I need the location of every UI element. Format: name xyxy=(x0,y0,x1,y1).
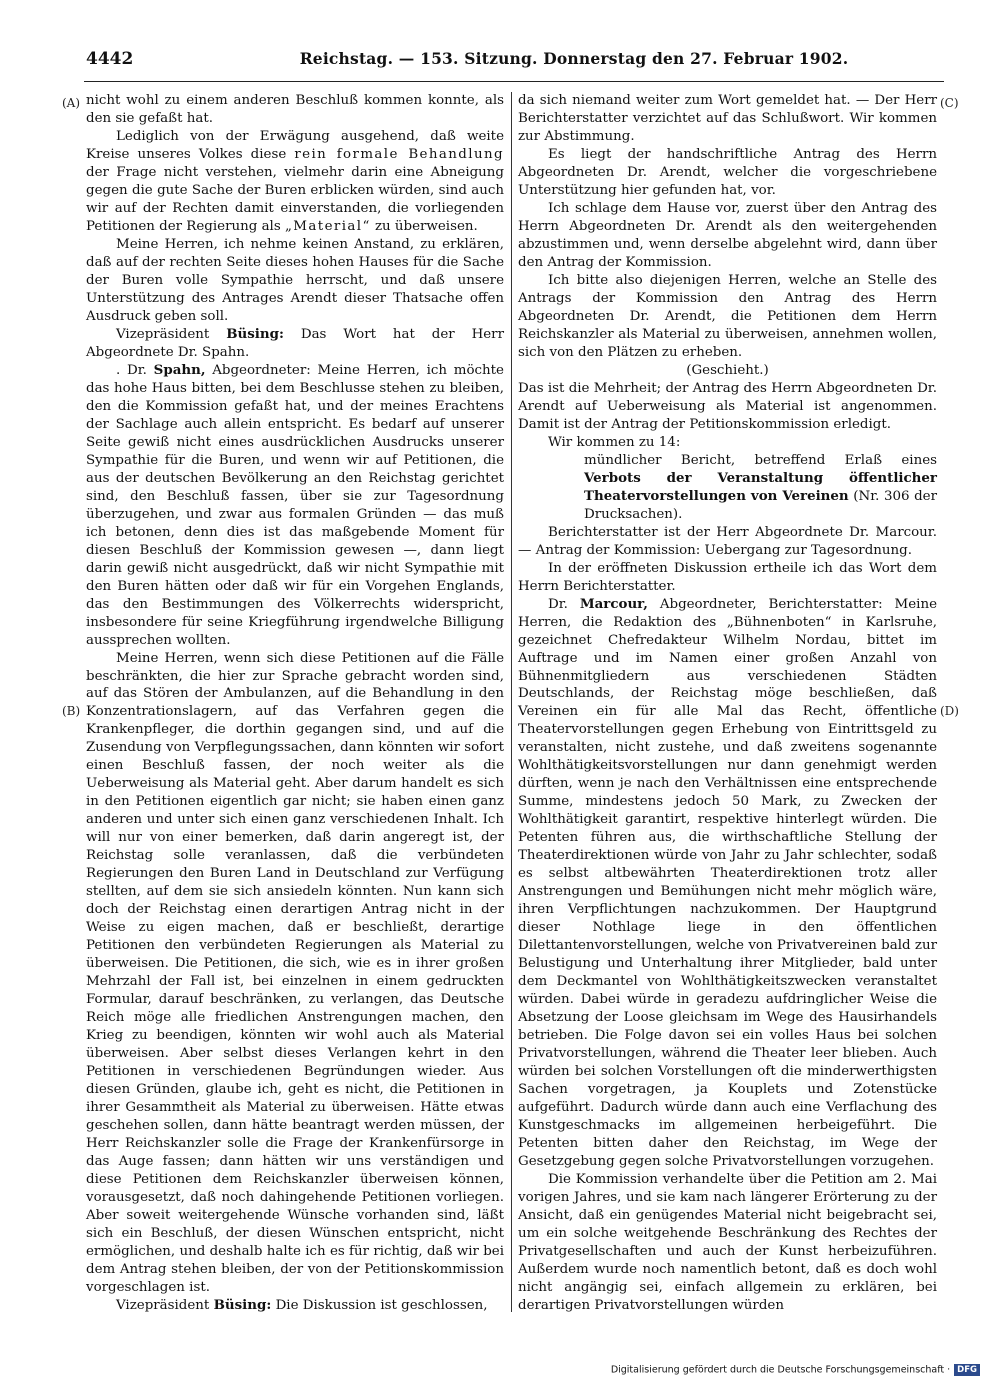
text-run: Lediglich von der Erwägung ausgehend, daß weite Kreise unseres Volkes diese xyxy=(86,128,504,162)
page-header xyxy=(86,44,942,74)
page-number: 4442 xyxy=(86,49,134,69)
text-run: Das Wort hat der Herr Abgeordnete Dr. Spahn. xyxy=(86,326,504,360)
speaker-name: Büsing: xyxy=(213,1296,272,1313)
text-run: Meine Herren, wenn sich diese Petitionen auf die Fälle beschränkten, die hier zur Sprache gebracht worden sind, auf das Stören der Ambulanzen, auf die Behandlung in den Konzentrationslagern, auf das Verfahren gegen die Krankenpfleger, die dorthin gegangen sind, und auf die Zusendung von Verpflegungssachen, dann könnten wir sofort einen Beschluß fassen, der noch weiter als die Ueberweisung als Material geht. Aber darum handelt es sich in den Petitionen eigentlich gar nicht; sie haben einen ganz anderen und unter sich einen ganz verschiedenen Inhalt. Ich will nur von einer bemerken, daß darin angeregt ist, der Reichstag solle veranlassen, daß die verbündeten Regierungen den Buren Land in Deutschland zur Verfügung stellten, auf dem sie sich ansiedeln könnten. Nun kann sich doch der Reichstag einen derartigen Antrag nicht in der Weise zu eigen machen, daß er beschließt, derartige Petitionen den verbündeten Regierungen als Material zu überweisen. Die Petitionen, die sich, wie es in ihrer großen Mehrzahl der Fall ist, bei einzelnen in einem gedruckten Formular, darauf beschränken, zu verlangen, das Deutsche Reich möge alle friedlichen Anstrengungen machen, den Krieg zu beendigen, könnten wir wohl auch als Material überweisen. Aber selbst dieses Verlangen kehrt in den Petitionen in verschiedenen Begründungen wieder. Aus diesen Gründen, glaube ich, geht es nicht, die Petitionen in ihrer Gesammtheit als Material zu überweisen. Hätte etwas geschehen sollen, dann hätte beantragt werden müssen, der Herr Reichskanzler solle die Frage der Krankenfürsorge in das Auge fassen; dann hätten wir uns verständigen und diese Petitionen dem Reichskanzler überweisen können, vorausgesetzt, daß noch dahingehende Petitionen vorliegen. Aber soweit weitergehende Wünsche vorhanden sind, läßt sich ein Beschluß, der diesen Wünschen entspricht, nicht ermöglichen, und deshalb halte ich es für richtig, daß wir bei dem Antrag stehen bleiben, der von der Petitionskommission vorgeschlagen ist. xyxy=(86,650,504,1295)
paragraph xyxy=(518,272,937,362)
margin-marker-b: (B) xyxy=(62,704,81,718)
text-run: Berichterstatter ist der Herr Abgeordnete Dr. Marcour. — Antrag der Kommission: Uebergang zur Tagesordnung. xyxy=(518,524,937,558)
emphasis-text: rein formale Behandlung xyxy=(294,146,504,162)
footer-credit: Digitalisierung gefördert durch die Deutsche Forschungsgemeinschaft · xyxy=(610,1364,951,1376)
text-run: Es liegt der handschriftliche Antrag des Herrn Abgeordneten Dr. Arendt, welcher die vorgeschriebene Unterstützung hier gefunden hat, vor. xyxy=(518,146,937,198)
paragraph xyxy=(86,1297,504,1315)
paragraph xyxy=(86,326,504,362)
text-run: Abgeordneter, Berichterstatter: Meine Herren, die Redaktion des „Bühnenboten“ in Karlsruhe, gezeichnet Chefredakteur Wilhelm Nordau, bittet im Auftrage und im Namen einer großen Anzahl von Bühnenmitgliedern aus verschiedenen Städten Deutschlands, der Reichstag möge beschließen, daß Vereinen ein für alle Mal das Recht, öffentliche Theatervorstellungen gegen Erhebung von Eintrittsgeld zu veranstalten, nicht zustehe, und daß zweitens sogenannte Wohlthätigkeitsvorstellungen nur dann genehmigt werden dürften, wenn je nach den Verhältnissen eine entsprechende Summe, mindestens jedoch 50 Mark, zu Zwecken der Wohlthätigkeit garantirt, respektive hinterlegt würden. Die Petenten führen aus, die wirthschaftliche Stellung der Theaterdirektionen würde von Jahr zu Jahr schlechter, sodaß es selbst altbewährten Theaterdirektionen trotz aller Anstrengungen und Bemühungen nicht mehr möglich wäre, ihren Verpflichtungen nachzukommen. Der Hauptgrund dieser Nothlage liege in den öffentlichen Dilettantenvorstellungen, welche von Privatvereinen bald zur Belustigung und Unterhaltung ihrer Mitglieder, bald unter dem Deckmantel von Wohlthätigkeitszwecken veranstaltet würden. Dabei würde in geradezu aufdringlicher Weise die Absetzung der Loose gleichsam im Wege des Hausirhandels betrieben. Die Folge davon sei ein volles Haus bei solchen Privatvorstellungen, während die Theater leer blieben. Auch würden bei solchen Vorstellungen oft die minderwerthigsten Sachen vorgetragen, ja Kouplets und Zotenstücke aufgeführt. Dadurch würde dann auch eine Verflachung des Kunstgeschmacks im allgemeinen herbeigeführt. Die Petenten bitten daher den Reichstag, im Wege der Gesetzgebung gegen solche Privatvorstellungen vorzugehen. xyxy=(518,596,937,1170)
paragraph xyxy=(518,146,937,200)
paragraph xyxy=(518,524,937,560)
text-run: Vizepräsident xyxy=(116,326,227,342)
text-run: Die Diskussion ist geschlossen, xyxy=(271,1297,488,1313)
agenda-subject: Verbots der Veranstaltung öffentlicher Theatervorstellungen von Vereinen xyxy=(584,469,937,504)
paragraph xyxy=(86,92,504,128)
text-run: (Geschieht.) xyxy=(686,362,769,378)
text-run: Ich bitte also diejenigen Herren, welche an Stelle des Antrags der Kommission den Antrag des Herrn Abgeordneten Dr. Arendt, die Petitionen dem Herrn Reichskanzler als Material zu überweisen, annehmen wollen, sich von den Plätzen zu erheben. xyxy=(518,272,937,360)
dfg-logo: DFG xyxy=(954,1364,980,1376)
right-column xyxy=(518,92,937,1315)
text-run: Wir kommen zu 14: xyxy=(548,434,681,450)
text-run: In der eröffneten Diskussion ertheile ich das Wort dem Herrn Berichterstatter. xyxy=(518,560,937,594)
emphasis-text: „Material“ xyxy=(284,218,371,234)
header-rule xyxy=(84,81,944,82)
paragraph xyxy=(518,596,937,1172)
paragraph xyxy=(518,1171,937,1315)
margin-marker-c: (C) xyxy=(940,96,959,110)
text-run: (Nr. 306 der Drucksachen). xyxy=(584,488,937,522)
text-run: . Dr. xyxy=(116,362,154,378)
paragraph xyxy=(518,200,937,272)
text-run: Ich schlage dem Hause vor, zuerst über den Antrag des Herrn Abgeordneten Dr. Arendt als den weitergehenden abzustimmen und, wenn derselbe abgelehnt wird, dann über den Antrag der Kommission. xyxy=(518,200,937,270)
paragraph xyxy=(518,434,937,452)
speaker-name: Spahn, xyxy=(153,361,206,378)
text-run: zu überweisen. xyxy=(370,218,478,234)
paragraph xyxy=(86,650,504,1297)
text-run: nicht wohl zu einem anderen Beschluß kommen konnte, als den sie gefaßt hat. xyxy=(86,93,504,126)
paragraph xyxy=(518,362,937,380)
text-run: da sich niemand weiter zum Wort gemeldet hat. — Der Herr Berichterstatter verzichtet auf das Schlußwort. Wir kommen zur Abstimmung. xyxy=(518,93,937,144)
paragraph xyxy=(518,92,937,146)
paragraph xyxy=(518,380,937,434)
text-run: der Frage nicht verstehen, vielmehr darin eine Abneigung gegen die gute Sache der Buren erblicken würden, sind auch wir auf der Rechten damit einverstanden, die vorliegenden Petitionen der Regierung als xyxy=(86,164,504,234)
speaker-name: Marcour, xyxy=(579,595,648,612)
paragraph xyxy=(86,362,504,650)
paragraph xyxy=(86,128,504,236)
text-run: Abgeordneter: Meine Herren, ich möchte das hohe Haus bitten, bei dem Beschlusse stehen zu bleiben, den die Kommission gefaßt hat, und der meines Erachtens der Sachlage auch allein entspricht. Es bedarf auf unserer Seite gewiß nicht eines ausdrücklichen Ausdrucks unserer Sympathie für die Buren, und wenn wir auf Petitionen, die aus der deutschen Bevölkerung an den Reichstag gerichtet sind, den Beschluß fassen, über sie zur Tagesordnung überzugehen, und zwar aus formalen Gründen — das muß ich betonen, denn dies ist das maßgebende Moment für diesen Beschluß der Kommission gewesen —, dann liegt darin gewiß nicht ausgedrückt, daß wir nicht Sympathie mit den Buren hätten oder daß wir für ein Vorgehen Englands, das den Bestimmungen des Völkerrechts widerspricht, insbesondere für seine Kriegführung irgendwelche Billigung aussprechen wollten. xyxy=(86,362,504,648)
paragraph xyxy=(518,560,937,596)
footer xyxy=(600,1364,980,1378)
column-divider xyxy=(511,92,512,1312)
text-run: Das ist die Mehrheit; der Antrag des Herrn Abgeordneten Dr. Arendt auf Ueberweisung als Material ist angenommen. Damit ist der Antrag der Petitionskommission erledigt. xyxy=(518,380,937,432)
text-run: mündlicher Bericht, betreffend Erlaß eines xyxy=(584,452,937,468)
running-title: Reichstag. — 153. Sitzung. Donnerstag den 27. Februar 1902. xyxy=(299,49,849,68)
text-run: Meine Herren, ich nehme keinen Anstand, zu erklären, daß auf der rechten Seite dieses hohen Hauses für die Sache der Buren volle Sympathie herrscht, und daß unsere Unterstützung des Antrages Arendt dieser Thatsache offen Ausdruck geben soll. xyxy=(86,236,504,324)
text-run: Dr. xyxy=(548,596,580,612)
text-run: Die Kommission verhandelte über die Petition am 2. Mai vorigen Jahres, und sie kam nach längerer Erörterung zu der Ansicht, daß ein genügendes Material nicht beigebracht sei, um ein solche weitgehende Beschränkung des Rechtes der Privatgesellschaften und auch der Kunst herbeizuführen. Außerdem wurde noch namentlich betont, daß es doch wohl nicht angängig sei, einfach allgemein zu erklären, bei derartigen Privatvorstellungen würden xyxy=(518,1172,937,1313)
margin-marker-a: (A) xyxy=(62,96,81,110)
agenda-item xyxy=(518,452,937,524)
paragraph xyxy=(86,236,504,326)
text-run: Vizepräsident xyxy=(116,1297,214,1313)
margin-marker-d: (D) xyxy=(940,704,959,718)
left-column xyxy=(86,92,504,1315)
speaker-name: Büsing: xyxy=(226,325,284,342)
